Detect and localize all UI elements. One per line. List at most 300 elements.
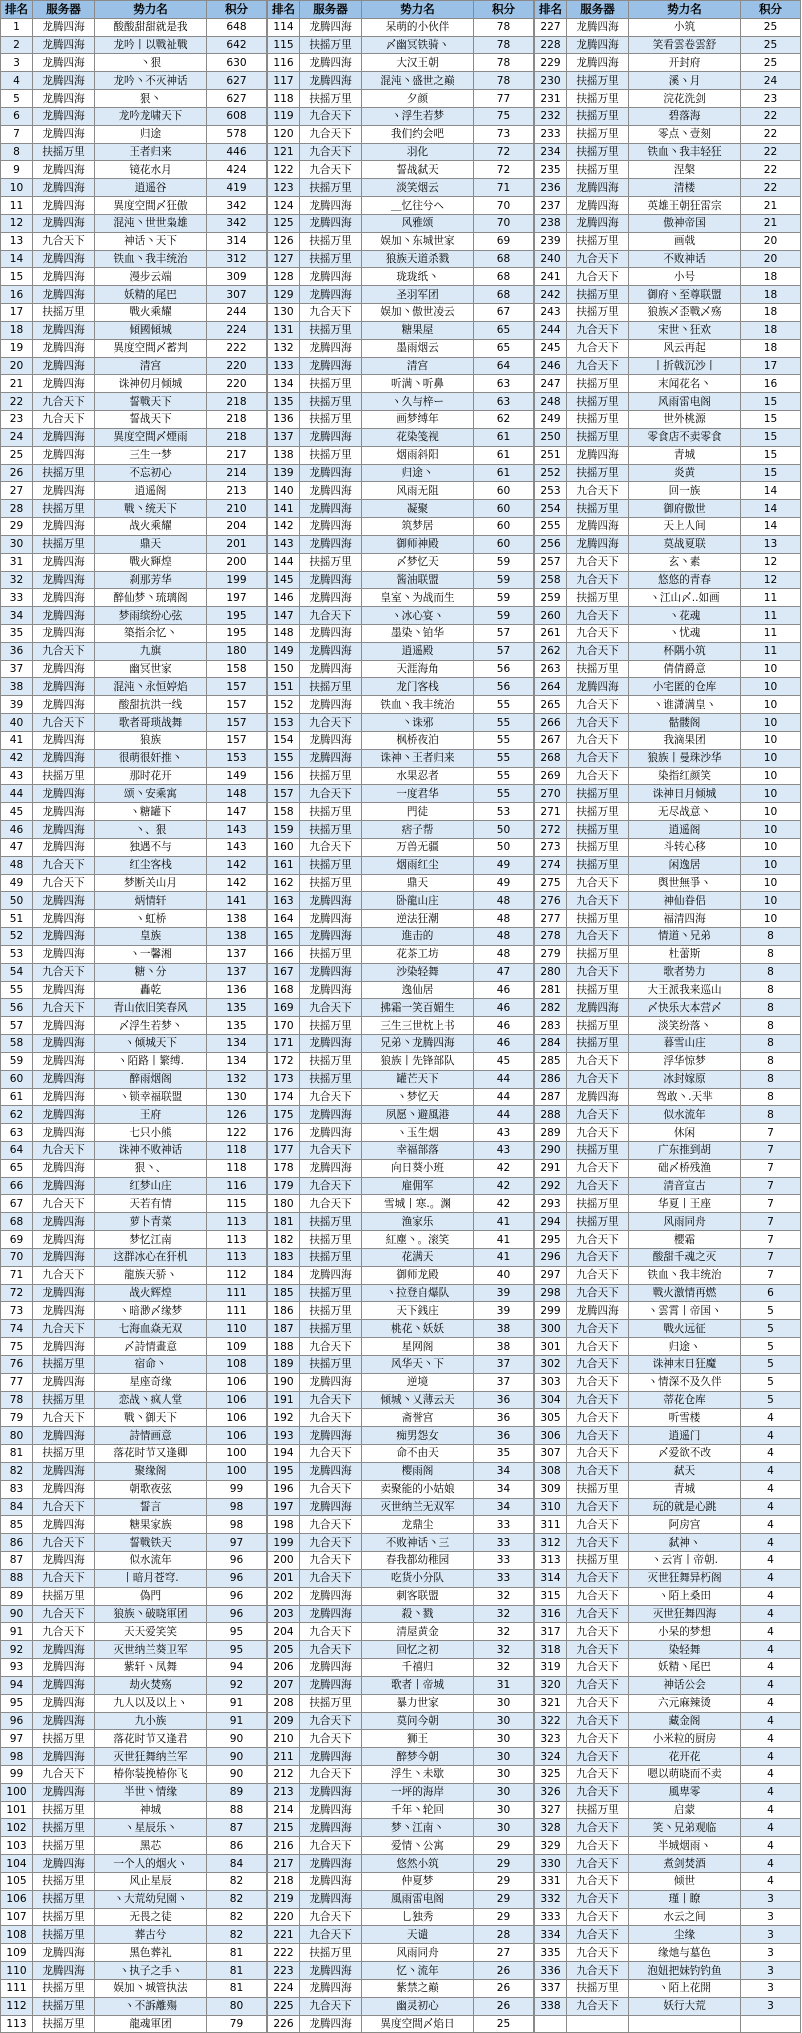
rank-cell: 8 [1,143,33,161]
name-cell: 倩倩爵意 [629,660,741,678]
rank-cell: 175 [268,1106,300,1124]
server-cell: 九合天下 [567,1124,629,1142]
name-cell: 〆爱欲不改 [629,1445,741,1463]
table-row [535,1997,801,2015]
table-row [268,1730,534,1748]
name-cell: 醉仙梦丶琉璃阁 [95,589,207,607]
rank-cell: 208 [268,1694,300,1712]
score-cell: 3 [741,1944,801,1962]
rank-cell: 238 [535,214,567,232]
score-cell: 157 [207,678,267,696]
header-score: 积分 [207,1,267,19]
rank-cell: 203 [268,1605,300,1623]
table-row [268,1106,534,1124]
name-cell: 紫轩ヽ凤舞 [95,1659,207,1677]
rank-cell: 53 [1,945,33,963]
rank-cell: 221 [268,1926,300,1944]
server-cell: 九合天下 [567,874,629,892]
rank-cell: 270 [535,785,567,803]
name-cell: 灭世狂舞纳兰军 [95,1748,207,1766]
score-cell: 10 [741,803,801,821]
rank-cell: 178 [268,1159,300,1177]
name-cell: 神话丶天下 [95,232,207,250]
table-row [535,981,801,999]
score-cell: 37 [474,1373,534,1391]
table-row [1,357,267,375]
server-cell: 九合天下 [567,1659,629,1677]
score-cell: 10 [741,714,801,732]
rank-cell: 322 [535,1712,567,1730]
server-cell: 扶摇万里 [300,821,362,839]
server-cell: 九合天下 [567,1944,629,1962]
score-cell: 44 [474,1088,534,1106]
table-row [1,624,267,642]
rank-cell: 140 [268,482,300,500]
score-cell: 81 [207,1962,267,1980]
table-row [268,589,534,607]
rank-cell: 163 [268,892,300,910]
table-row [535,731,801,749]
rank-cell: 244 [535,321,567,339]
name-cell: 星座奇缘 [95,1373,207,1391]
server-cell: 龙腾四海 [300,357,362,375]
server-cell: 龙腾四海 [300,910,362,928]
rank-cell: 25 [1,446,33,464]
rank-cell: 250 [535,428,567,446]
name-cell: 丨暗月苍穹. [95,1569,207,1587]
server-cell: 龙腾四海 [300,1855,362,1873]
rank-cell: 62 [1,1106,33,1124]
name-cell: 灭世纳兰葵卫军 [95,1641,207,1659]
score-cell: 46 [474,999,534,1017]
score-cell: 50 [474,821,534,839]
name-cell: 娱加丶傲世凌云 [362,304,474,322]
name-cell: 九小族 [95,1712,207,1730]
table-row [268,18,534,36]
rank-cell: 93 [1,1659,33,1677]
rank-cell: 152 [268,696,300,714]
server-cell: 扶摇万里 [300,1248,362,1266]
rank-cell: 83 [1,1480,33,1498]
score-cell: 59 [474,553,534,571]
score-cell: 16 [741,375,801,393]
table-row [535,1819,801,1837]
rank-cell: 19 [1,339,33,357]
name-cell: 凝聚 [362,500,474,518]
name-cell: 风雨无阻 [362,482,474,500]
score-cell: 73 [474,125,534,143]
name-cell: 归途丶 [362,464,474,482]
rank-cell: 65 [1,1159,33,1177]
table-row [535,1498,801,1516]
rank-cell: 160 [268,838,300,856]
server-cell: 龙腾四海 [300,981,362,999]
name-cell: 小呆的梦想 [629,1623,741,1641]
rank-cell: 5 [1,90,33,108]
rank-cell: 80 [1,1427,33,1445]
score-cell: 90 [207,1748,267,1766]
rank-cell: 316 [535,1605,567,1623]
rank-cell: 43 [1,767,33,785]
score-cell: 33 [474,1552,534,1570]
rank-cell: 298 [535,1284,567,1302]
score-cell: 91 [207,1694,267,1712]
name-cell: 战火辉煌 [95,1284,207,1302]
rank-cell: 205 [268,1641,300,1659]
table-row [535,1035,801,1053]
server-cell: 扶摇万里 [33,1872,95,1890]
score-cell: 46 [474,1035,534,1053]
name-cell: 傲神帝国 [629,214,741,232]
table-row [535,607,801,625]
rank-cell: 232 [535,107,567,125]
table-row [268,731,534,749]
rank-cell: 29 [1,518,33,536]
score-cell: 82 [207,1890,267,1908]
table-row [268,339,534,357]
rank-cell: 302 [535,1355,567,1373]
score-cell: 20 [741,250,801,268]
rank-cell: 313 [535,1552,567,1570]
rank-cell: 38 [1,678,33,696]
server-cell: 龙腾四海 [33,428,95,446]
score-cell: 87 [207,1819,267,1837]
table-row [268,1569,534,1587]
rank-cell: 206 [268,1659,300,1677]
table-row [268,838,534,856]
server-cell: 扶摇万里 [567,411,629,429]
score-cell: 55 [474,696,534,714]
table-row [268,90,534,108]
rank-cell: 6 [1,107,33,125]
table-row [1,518,267,536]
score-cell: 4 [741,1587,801,1605]
table-row [535,1427,801,1445]
table-row [268,999,534,1017]
score-cell: 96 [207,1569,267,1587]
rank-cell: 116 [268,54,300,72]
name-cell: 风雨同舟 [629,1213,741,1231]
score-cell: 33 [474,1569,534,1587]
name-cell: 清屋黄金 [362,1623,474,1641]
name-cell: 万兽无疆 [362,838,474,856]
name-cell: 水果忍者 [362,767,474,785]
name-cell: 逸仙居 [362,981,474,999]
server-cell: 九合天下 [300,1926,362,1944]
rank-cell: 242 [535,286,567,304]
score-cell: 29 [474,1872,534,1890]
rank-cell: 126 [268,232,300,250]
name-cell: 驾敢丶.天芈 [629,1088,741,1106]
score-cell: 22 [741,125,801,143]
score-cell: 7 [741,1142,801,1160]
server-cell: 龙腾四海 [300,1819,362,1837]
score-cell: 136 [207,981,267,999]
table-row [535,500,801,518]
table-row [1,54,267,72]
rank-cell: 299 [535,1302,567,1320]
table-row [1,1498,267,1516]
server-cell: 九合天下 [567,892,629,910]
server-cell: 龙腾四海 [300,1124,362,1142]
rank-cell: 233 [535,125,567,143]
name-cell: 淡笑纷落丶 [629,1017,741,1035]
score-cell: 7 [741,1266,801,1284]
rank-cell: 131 [268,321,300,339]
server-cell: 龙腾四海 [567,1302,629,1320]
rank-cell: 55 [1,981,33,999]
name-cell: 築指余忆丶 [95,624,207,642]
score-cell: 68 [474,268,534,286]
table-row [535,1730,801,1748]
rank-cell: 81 [1,1445,33,1463]
server-cell: 龙腾四海 [300,2015,362,2033]
table-row [1,1088,267,1106]
score-cell: 29 [474,1890,534,1908]
table-row [535,214,801,232]
server-cell: 九合天下 [567,553,629,571]
rank-cell: 16 [1,286,33,304]
rank-cell: 118 [268,90,300,108]
rank-cell: 296 [535,1248,567,1266]
name-cell: 画梦缚年 [362,411,474,429]
name-cell: 傾國傾城 [95,321,207,339]
table-row [1,143,267,161]
server-cell: 九合天下 [33,1765,95,1783]
table-row [535,393,801,411]
score-cell: 15 [741,428,801,446]
table-row [1,36,267,54]
rank-cell: 82 [1,1462,33,1480]
name-cell: 诛神丶王者归来 [362,749,474,767]
table-row [1,1409,267,1427]
name-cell: 異度空間〆狂傲 [95,197,207,215]
rank-cell: 249 [535,411,567,429]
score-cell: 98 [207,1516,267,1534]
score-cell: 79 [207,2015,267,2033]
rank-cell: 135 [268,393,300,411]
score-cell: 135 [207,1017,267,1035]
score-cell: 68 [474,250,534,268]
table-row [1,1017,267,1035]
rank-cell: 225 [268,1997,300,2015]
server-cell: 龙腾四海 [33,1944,95,1962]
table-row [535,553,801,571]
rank-cell: 274 [535,856,567,874]
server-cell: 龙腾四海 [33,1213,95,1231]
name-cell: 泡妞把妹钓钓鱼 [629,1962,741,1980]
score-cell: 7 [741,1124,801,1142]
table-row [535,1124,801,1142]
server-cell: 龙腾四海 [33,589,95,607]
name-cell: 梦雨缤纷心弦 [95,607,207,625]
table-row [268,1890,534,1908]
table-row [268,749,534,767]
rank-cell: 282 [535,999,567,1017]
name-cell: 青山依旧笑春风 [95,999,207,1017]
score-cell: 3 [741,1997,801,2015]
table-row [1,1552,267,1570]
name-cell: 混沌丶盛世之巅 [362,72,474,90]
name-cell: 戰火激情再燃 [629,1284,741,1302]
score-cell: 142 [207,874,267,892]
score-cell: 43 [474,1142,534,1160]
table-row [535,1712,801,1730]
name-cell: 础〆桥残渔 [629,1159,741,1177]
score-cell: 29 [474,1837,534,1855]
rank-cell: 64 [1,1142,33,1160]
score-cell: 578 [207,125,267,143]
name-cell: ヽ雲霄丨帝国ヽ [629,1302,741,1320]
rank-cell: 311 [535,1516,567,1534]
table-row [1,393,267,411]
name-cell: 天下銭庄 [362,1302,474,1320]
server-cell: 龙腾四海 [33,928,95,946]
server-cell: 扶摇万里 [567,1195,629,1213]
score-cell: 8 [741,1052,801,1070]
score-cell: 46 [474,1017,534,1035]
score-cell: 113 [207,1213,267,1231]
score-cell: 60 [474,482,534,500]
table-row [1,838,267,856]
name-cell: 涅槃 [629,161,741,179]
table-row [268,1035,534,1053]
table-row [268,1231,534,1249]
name-cell: ヽ陌上桑田 [629,1587,741,1605]
server-cell: 扶摇万里 [567,1979,629,1997]
rank-cell: 67 [1,1195,33,1213]
server-cell: 九合天下 [567,1605,629,1623]
server-cell: 九合天下 [567,1266,629,1284]
rank-cell: 231 [535,90,567,108]
score-cell: 30 [474,1765,534,1783]
server-cell: 扶摇万里 [300,375,362,393]
name-cell: 华夏丨王座 [629,1195,741,1213]
rank-cell: 2 [1,36,33,54]
name-cell: 〆梦忆天 [362,553,474,571]
score-cell: 307 [207,286,267,304]
score-cell: 126 [207,1106,267,1124]
server-cell: 龙腾四海 [33,1052,95,1070]
header-name: 势力名 [629,1,741,19]
server-cell: 龙腾四海 [33,1641,95,1659]
server-cell: 扶摇万里 [567,945,629,963]
rank-cell: 271 [535,803,567,821]
name-cell: 斋誉宫 [362,1409,474,1427]
name-cell: 戰火远征 [629,1320,741,1338]
rank-cell: 184 [268,1266,300,1284]
table-row [268,321,534,339]
rank-cell: 194 [268,1445,300,1463]
rank-cell: 240 [535,250,567,268]
table-row [1,999,267,1017]
score-cell: 111 [207,1302,267,1320]
name-cell: 浣花洗剑 [629,90,741,108]
table-row [1,1266,267,1284]
table-row [268,500,534,518]
rank-cell: 197 [268,1498,300,1516]
rank-cell: 11 [1,197,33,215]
rank-cell: 97 [1,1730,33,1748]
score-cell: 32 [474,1659,534,1677]
server-cell: 龙腾四海 [567,36,629,54]
table-row [268,1659,534,1677]
rank-cell: 243 [535,304,567,322]
name-cell: 归途 [95,125,207,143]
header-row [535,1,801,19]
server-cell: 九合天下 [300,107,362,125]
table-row [1,1926,267,1944]
name-cell: 娱加丶东城世家 [362,232,474,250]
rank-cell: 251 [535,446,567,464]
name-cell: 青城 [629,1480,741,1498]
rank-cell: 7 [1,125,33,143]
score-cell: 149 [207,767,267,785]
server-cell: 扶摇万里 [33,1819,95,1837]
table-row [268,821,534,839]
name-cell: 娱加丶城管执法 [95,1979,207,1997]
table-row [1,589,267,607]
rank-cell: 114 [268,18,300,36]
name-cell: 灭世狂舞四海 [629,1605,741,1623]
table-row [1,446,267,464]
server-cell: 龙腾四海 [33,785,95,803]
score-cell: 78 [474,54,534,72]
table-row [535,250,801,268]
server-cell: 九合天下 [567,1445,629,1463]
name-cell: 〆幽冥铁骑ヽ [362,36,474,54]
table-row [535,1462,801,1480]
name-cell: 誓戰天下 [95,393,207,411]
server-cell: 龙腾四海 [300,1659,362,1677]
name-cell: 狼族天道杀戮 [362,250,474,268]
name-cell: 殺丶戮 [362,1605,474,1623]
server-cell: 扶摇万里 [567,90,629,108]
rank-cell: 123 [268,179,300,197]
table-row [535,375,801,393]
server-cell: 龙腾四海 [300,1373,362,1391]
score-cell: 48 [474,928,534,946]
server-cell: 龙腾四海 [33,696,95,714]
name-cell: 混沌丶永恒婷焰 [95,678,207,696]
server-cell: 九合天下 [33,714,95,732]
score-cell: 197 [207,589,267,607]
score-cell: 36 [474,1391,534,1409]
table-row [535,357,801,375]
server-cell: 九合天下 [567,1159,629,1177]
rank-cell: 115 [268,36,300,54]
score-cell: 91 [207,1712,267,1730]
name-cell: ヽ虹桥 [95,910,207,928]
server-cell: 扶摇万里 [300,1017,362,1035]
table-row [268,446,534,464]
name-cell: 水云之间 [629,1908,741,1926]
table-row [1,945,267,963]
rank-cell: 144 [268,553,300,571]
table-row [535,803,801,821]
name-cell: 狼族丶破晓軍团 [95,1605,207,1623]
score-cell: 24 [741,72,801,90]
name-cell: ヽ花魂 [629,607,741,625]
name-cell: 千禧归 [362,1659,474,1677]
name-cell: 启蒙 [629,1801,741,1819]
name-cell: 一坪的海岸 [362,1783,474,1801]
server-cell: 扶摇万里 [567,910,629,928]
name-cell: 我滴果团 [629,731,741,749]
server-cell: 九合天下 [567,607,629,625]
empty-cell [535,2015,567,2033]
name-cell: 夙愿丶避風港 [362,1106,474,1124]
